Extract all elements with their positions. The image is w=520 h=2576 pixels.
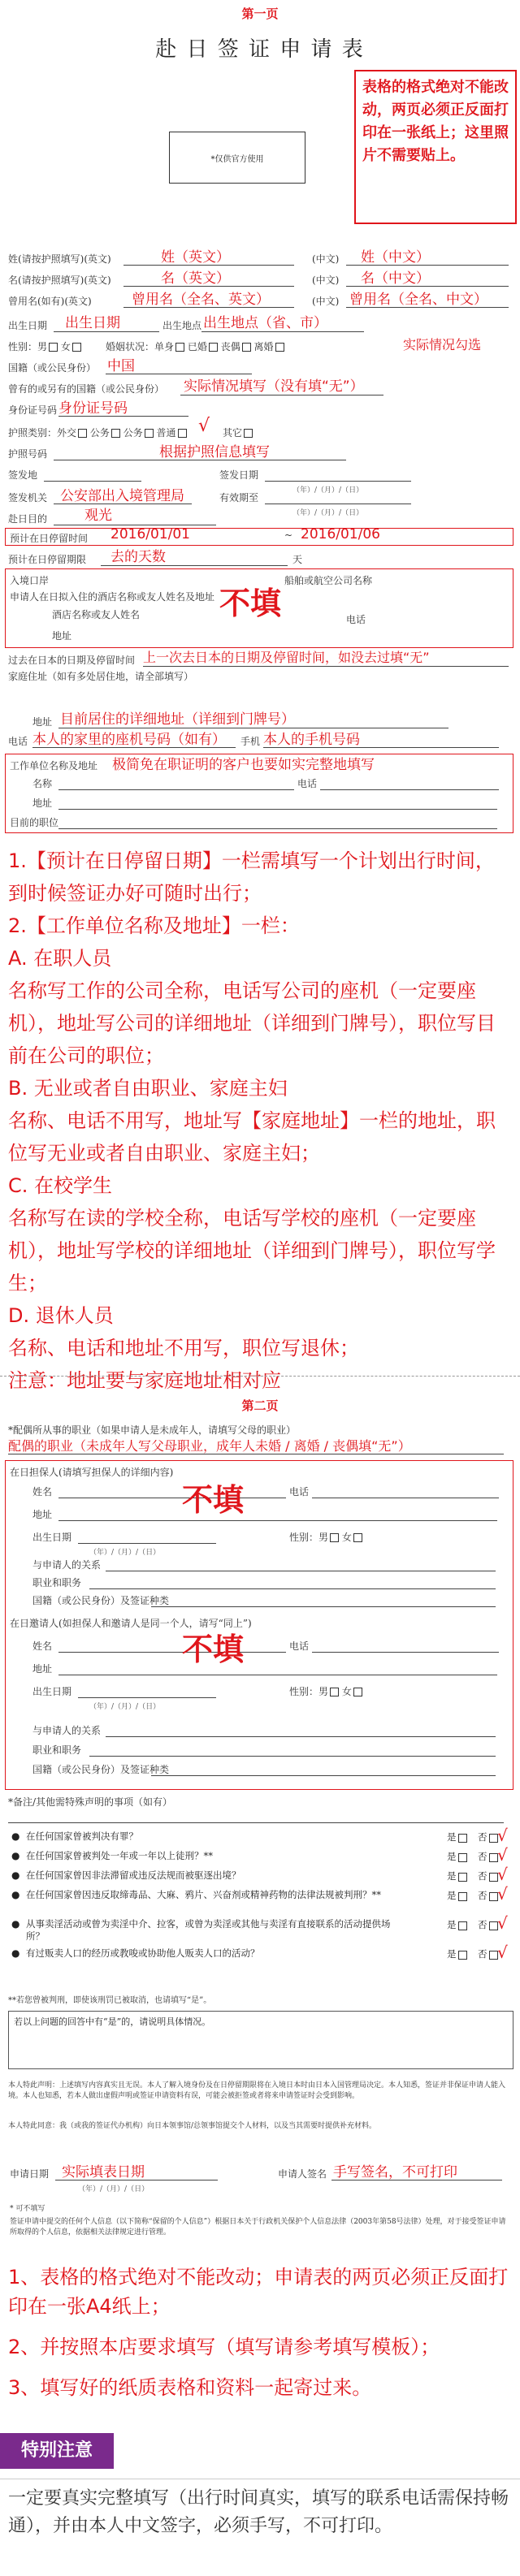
- i-sex-label: 性别：男 女: [289, 1684, 362, 1698]
- id-field[interactable]: 身份证号码: [58, 400, 128, 417]
- issue-date-format: （年）/（月）/（日）: [292, 486, 364, 495]
- yes-option[interactable]: 是: [447, 1918, 467, 1931]
- g-name-label: 姓名: [32, 1486, 53, 1498]
- question-text: 在任何国家曾被判决有罪？: [26, 1830, 138, 1842]
- g-relation-label: 与申请人的关系: [32, 1559, 102, 1571]
- yes-option[interactable]: 是: [447, 1869, 467, 1882]
- bullet-icon: ●: [11, 1869, 20, 1881]
- i-tel-label: 电话: [289, 1640, 310, 1652]
- bullet-icon: ●: [11, 1918, 20, 1930]
- explain-box[interactable]: [8, 2011, 514, 2069]
- yes-option[interactable]: 是: [447, 1830, 467, 1843]
- no-check-icon: √: [497, 1845, 508, 1865]
- home-label: 家庭住址（如有多处居住地，请全部填写）: [8, 671, 194, 682]
- mobile-label: 手机: [240, 736, 261, 747]
- note-b-title: B. 无业或者自由职业、家庭主妇: [8, 1077, 288, 1100]
- expiry-label: 有效期至: [219, 492, 259, 504]
- surname-cn-label: (中文): [312, 253, 340, 265]
- note-stay: 1.【预计在日停留日期】一栏需填写一个计划出行时间，到时候签证办好可随时出行；: [8, 849, 495, 905]
- work-addr-label: 地址: [32, 797, 53, 809]
- authority-field[interactable]: 公安部出入境管理局: [60, 488, 184, 504]
- question-text: 在任何国家曾因非法滞留或违反法规而被驱逐出境？: [26, 1869, 241, 1881]
- home-addr-label: 地址: [32, 716, 53, 728]
- home-phone-label: 电话: [8, 736, 28, 747]
- stay-days-field[interactable]: 去的天数: [110, 549, 166, 565]
- surname-cn-field[interactable]: 姓（中文）: [361, 249, 430, 266]
- remarks-label: *备注/其他需特殊声明的事项（如有）: [8, 1796, 173, 1808]
- nationality-label: 国籍（或公民身份）: [8, 362, 97, 374]
- signature-label: 申请人签名: [278, 2168, 327, 2180]
- g-job-label: 职业和职务: [32, 1577, 82, 1588]
- hotel-tel-label: 电话: [346, 614, 366, 625]
- spouse-field[interactable]: 配偶的职业（未成年人写父母职业，成年人未婚 / 离婚 / 丧偶填“无”）: [8, 1438, 411, 1454]
- g-nat-label: 国籍（或公民身份）及签证种类: [32, 1595, 170, 1606]
- i-nat-label: 国籍（或公民身份）及签证种类: [32, 1764, 170, 1775]
- stay-date-label: 预计在日停留时间: [10, 533, 89, 544]
- surname-field[interactable]: 姓（英文）: [161, 249, 230, 266]
- nationality-field[interactable]: 中国: [107, 358, 135, 374]
- days-unit: 天: [292, 554, 303, 565]
- blank-note-inviter: 不填: [182, 1632, 245, 1667]
- page2-label: 第二页: [241, 1398, 279, 1413]
- no-check-icon: √: [497, 1884, 508, 1904]
- home-phone-field[interactable]: 本人的家里的座机号码（如有）: [32, 732, 226, 748]
- question-text: 有过贩卖人口的经历或教唆或协助他人贩卖人口的活动？: [26, 1947, 260, 1959]
- g-tel-label: 电话: [289, 1486, 310, 1498]
- bullet-icon: ●: [11, 1947, 20, 1959]
- work-tel-label: 电话: [297, 778, 318, 789]
- apply-date-format: （年）/（月）/（日）: [78, 2185, 150, 2193]
- given-cn-label: (中文): [312, 274, 340, 286]
- i-name-label: 姓名: [32, 1640, 53, 1652]
- id-label: 身份证号码: [8, 404, 58, 416]
- note-b-text: 名称、电话不用写，地址写【家庭地址】一栏的地址，职位写无业或者自由职业、家庭主妇；: [8, 1109, 496, 1165]
- given-name-field[interactable]: 名（英文）: [161, 270, 230, 287]
- prev-visit-field[interactable]: 上一次去日本的日期及停留时间，如没去过填“无”: [143, 650, 430, 665]
- former-cn-label: (中文): [312, 296, 340, 307]
- work-field[interactable]: 极简免在职证明的客户也要如实完整地填写: [112, 757, 375, 773]
- given-cn-field[interactable]: 名（中文）: [361, 270, 430, 287]
- page2-notes: [8, 2263, 512, 2402]
- no-check-icon: √: [497, 1826, 508, 1845]
- guarantor-label: 在日担保人(请填写担保人的详细内容): [10, 1467, 174, 1478]
- note-d-title: D. 退休人员: [8, 1304, 114, 1327]
- yes-option[interactable]: 是: [447, 1947, 467, 1960]
- prev-visit-label: 过去在日本的日期及停留时间: [8, 655, 136, 666]
- expiry-format: （年）/（月）/（日）: [292, 509, 364, 517]
- signature-field[interactable]: 手写签名，不可打印: [333, 2164, 457, 2181]
- no-check-icon: √: [497, 1943, 508, 1962]
- no-option[interactable]: 否: [478, 1850, 498, 1863]
- purpose-label: 赴日目的: [8, 513, 48, 525]
- marital-label: 婚姻状况：单身 已婚 丧偶 离婚: [106, 339, 284, 353]
- form-title: 赴 日 签 证 申 请 表: [155, 37, 365, 62]
- sex-label: 性别：男 女: [8, 339, 81, 353]
- inviter-label: 在日邀请人(如担保人和邀请人是同一个人，请写“同上”): [10, 1618, 252, 1629]
- port-label: 入境口岸: [10, 575, 50, 586]
- work-name-label: 名称: [32, 778, 53, 789]
- note-a-title: A. 在职人员: [8, 947, 112, 970]
- i-addr-label: 地址: [32, 1663, 53, 1675]
- official-use-box: [169, 132, 306, 184]
- note-attention: 注意：地址要与家庭地址相对应: [8, 1369, 281, 1392]
- yes-option[interactable]: 是: [447, 1850, 467, 1863]
- mobile-field[interactable]: 本人的手机号码: [263, 732, 360, 748]
- issue-date-label: 签发日期: [219, 469, 259, 481]
- special-badge: 特别注意: [0, 2433, 114, 2469]
- pob-label: 出生地点: [162, 320, 202, 331]
- ship-label: 船舶或航空公司名称: [284, 575, 373, 586]
- hotel-label: 酒店名称或友人姓名: [52, 609, 141, 620]
- p2-note-3: 3、填写好的纸质表格和资料一起寄过来。: [8, 2376, 372, 2399]
- former-nationality-label: 曾有的或另有的国籍（或公民身份）: [8, 383, 165, 395]
- note-work: 2.【工作单位名称及地址】一栏：: [8, 914, 300, 937]
- purpose-field[interactable]: 观光: [84, 508, 112, 524]
- optional-label: * 可不填写: [10, 2205, 46, 2213]
- blank-note-guarantor: 不填: [182, 1482, 245, 1518]
- g-addr-label: 地址: [32, 1509, 53, 1520]
- authority-label: 签发机关: [8, 492, 48, 504]
- stay-days-label: 预计在日停留期限: [8, 554, 87, 565]
- g-sex-label: 性别：男 女: [289, 1530, 362, 1544]
- no-option[interactable]: 否: [478, 1889, 498, 1902]
- i-relation-label: 与申请人的关系: [32, 1725, 102, 1736]
- no-option[interactable]: 否: [478, 1947, 498, 1960]
- official-use-text: *仅供官方使用: [210, 155, 264, 164]
- no-check-icon: √: [497, 1913, 508, 1933]
- work-label: 工作单位名称及地址: [10, 760, 98, 772]
- question-text: 从事卖淫活动或曾为卖淫中介、拉客，或曾为卖淫或其他与卖淫有直接联系的活动提供场所？: [26, 1918, 391, 1942]
- no-option[interactable]: 否: [478, 1869, 498, 1882]
- passport-type-label: 护照类别：外交 公务 公务 普通: [8, 426, 187, 439]
- bullet-icon: ●: [11, 1889, 20, 1900]
- surname-label: 姓(请按护照填写)(英文): [8, 253, 111, 265]
- note-c-text: 名称写在读的学校全称，电话写学校的座机（一定要座机），地址写学校的详细地址（详细到门牌号），职位写学生；: [8, 1207, 496, 1294]
- p2-note-2: 2、并按照本店要求填写（填写请参考填写模板）；: [8, 2336, 440, 2358]
- apply-date-label: 申请日期: [10, 2168, 50, 2180]
- issue-place-label: 签发地: [8, 469, 38, 481]
- given-name-label: 名(请按护照填写)(英文): [8, 274, 111, 286]
- explain-label: 若以上问题的回答中有“是”的，请说明具体情况。: [14, 2016, 211, 2027]
- warning-box: [354, 70, 517, 224]
- g-dob-label: 出生日期: [32, 1532, 72, 1543]
- dob-field[interactable]: 出生日期: [65, 315, 120, 331]
- passport-no-label: 护照号码: [8, 448, 48, 460]
- no-option[interactable]: 否: [478, 1918, 498, 1931]
- star-note: **若您曾被判刑，即使该刑罚已被取消，也请填写“是”。: [8, 1996, 212, 2005]
- home-addr-field[interactable]: 目前居住的详细地址（详细到门牌号）: [60, 711, 295, 728]
- g-dob-format: （年）/（月）/（日）: [89, 1549, 161, 1557]
- special-text: 一定要真实完整填写（出行时间真实，填写的联系电话需保持畅通），并由本人中文签字，必须手写，不可打印。: [8, 2488, 509, 2536]
- page-divider: [0, 1376, 520, 1377]
- bullet-icon: ●: [11, 1850, 20, 1861]
- declaration: 本人特此声明：上述填写内容真实且无误。本人了解入境身份及在日停留期限将在入境日本时由日本入国管理局决定。本人知悉，签证并非保证申请人能入境。本人也知悉，若本人做出虚假声明或签证申请资料有误，可能会被拒签或者将来申请签证时会受到影响。: [8, 2081, 506, 2100]
- p2-note-1: 1、表格的格式绝对不能改动；申请表的两页必须正反面打印在一张A4纸上；: [8, 2266, 509, 2318]
- bullet-icon: ●: [11, 1830, 20, 1842]
- page1-label: 第一页: [241, 6, 279, 21]
- stay-from-field[interactable]: 2016/01/01: [110, 526, 190, 542]
- note-d-text: 名称、电话和地址不用写，职位写退休；: [8, 1337, 359, 1359]
- former-name-field[interactable]: 曾用名（全名、英文）: [132, 292, 270, 308]
- note-a-text: 名称写工作的公司全称，电话写公司的座机（一定要座机），地址写公司的详细地址（详细到门牌号），职位写目前在公司的职位；: [8, 979, 496, 1067]
- hotel-addr-label: 地址: [52, 630, 72, 642]
- stay-to-field[interactable]: 2016/01/06: [301, 526, 380, 542]
- no-option[interactable]: 否: [478, 1830, 498, 1843]
- agree-note: 本人特此同意：我（或我的签证代办机构）向日本领事馆/总领事馆提交个人材料，以及当其需要时提供补充材料。: [8, 2122, 377, 2130]
- former-name-label: 曾用名(如有)(英文): [8, 296, 92, 307]
- pob-field[interactable]: 出生地点（省、市）: [203, 315, 327, 331]
- apply-date-field[interactable]: 实际填表日期: [62, 2164, 145, 2181]
- warning-note: 表格的格式绝对不能改动，两页必须正反面打印在一张纸上；这里照片不需要贴上。: [362, 79, 509, 164]
- i-dob-format: （年）/（月）/（日）: [89, 1703, 161, 1711]
- other-type-label: 其它: [223, 426, 253, 439]
- marital-field[interactable]: 实际情况勾选: [403, 337, 482, 352]
- ordinary-check-icon: √: [198, 416, 210, 436]
- no-check-icon: √: [497, 1865, 508, 1884]
- i-job-label: 职业和职务: [32, 1744, 82, 1756]
- former-cn-field[interactable]: 曾用名（全名、中文）: [349, 292, 488, 308]
- note-c-title: C. 在校学生: [8, 1174, 113, 1197]
- privacy-text: 签证申请中提交的任何个人信息（以下简称“保留的个人信息”）根据日本关于行政机关保护个人信息法律（2003年第58号法律）处理，对于接受签证申请所取得的个人信息，依据相关法律规定进行管理。: [10, 2218, 506, 2237]
- tilde: ~: [284, 529, 293, 541]
- spouse-label: *配偶所从事的职业（如果申请人是未成年人，请填写父母的职业）: [8, 1424, 297, 1436]
- i-dob-label: 出生日期: [32, 1686, 72, 1697]
- host-label: 申请人在日拟入住的酒店名称或友人姓名及地址: [10, 591, 215, 603]
- dob-label: 出生日期: [8, 320, 48, 331]
- former-nationality-field[interactable]: 实际情况填写（没有填“无”）: [184, 378, 364, 395]
- passport-field[interactable]: 根据护照信息填写: [159, 444, 270, 460]
- blank-note-p1: 不填: [219, 586, 282, 621]
- work-position-label: 目前的职位: [10, 817, 59, 828]
- page1-notes: [8, 845, 512, 1397]
- question-text: 在任何国家曾因违反取缔毒品、大麻、鸦片、兴奋剂或精神药物的法律法规被判刑？**: [26, 1889, 381, 1900]
- yes-option[interactable]: 是: [447, 1889, 467, 1902]
- question-text: 在任何国家曾被判处一年或一年以上徒刑？**: [26, 1850, 213, 1861]
